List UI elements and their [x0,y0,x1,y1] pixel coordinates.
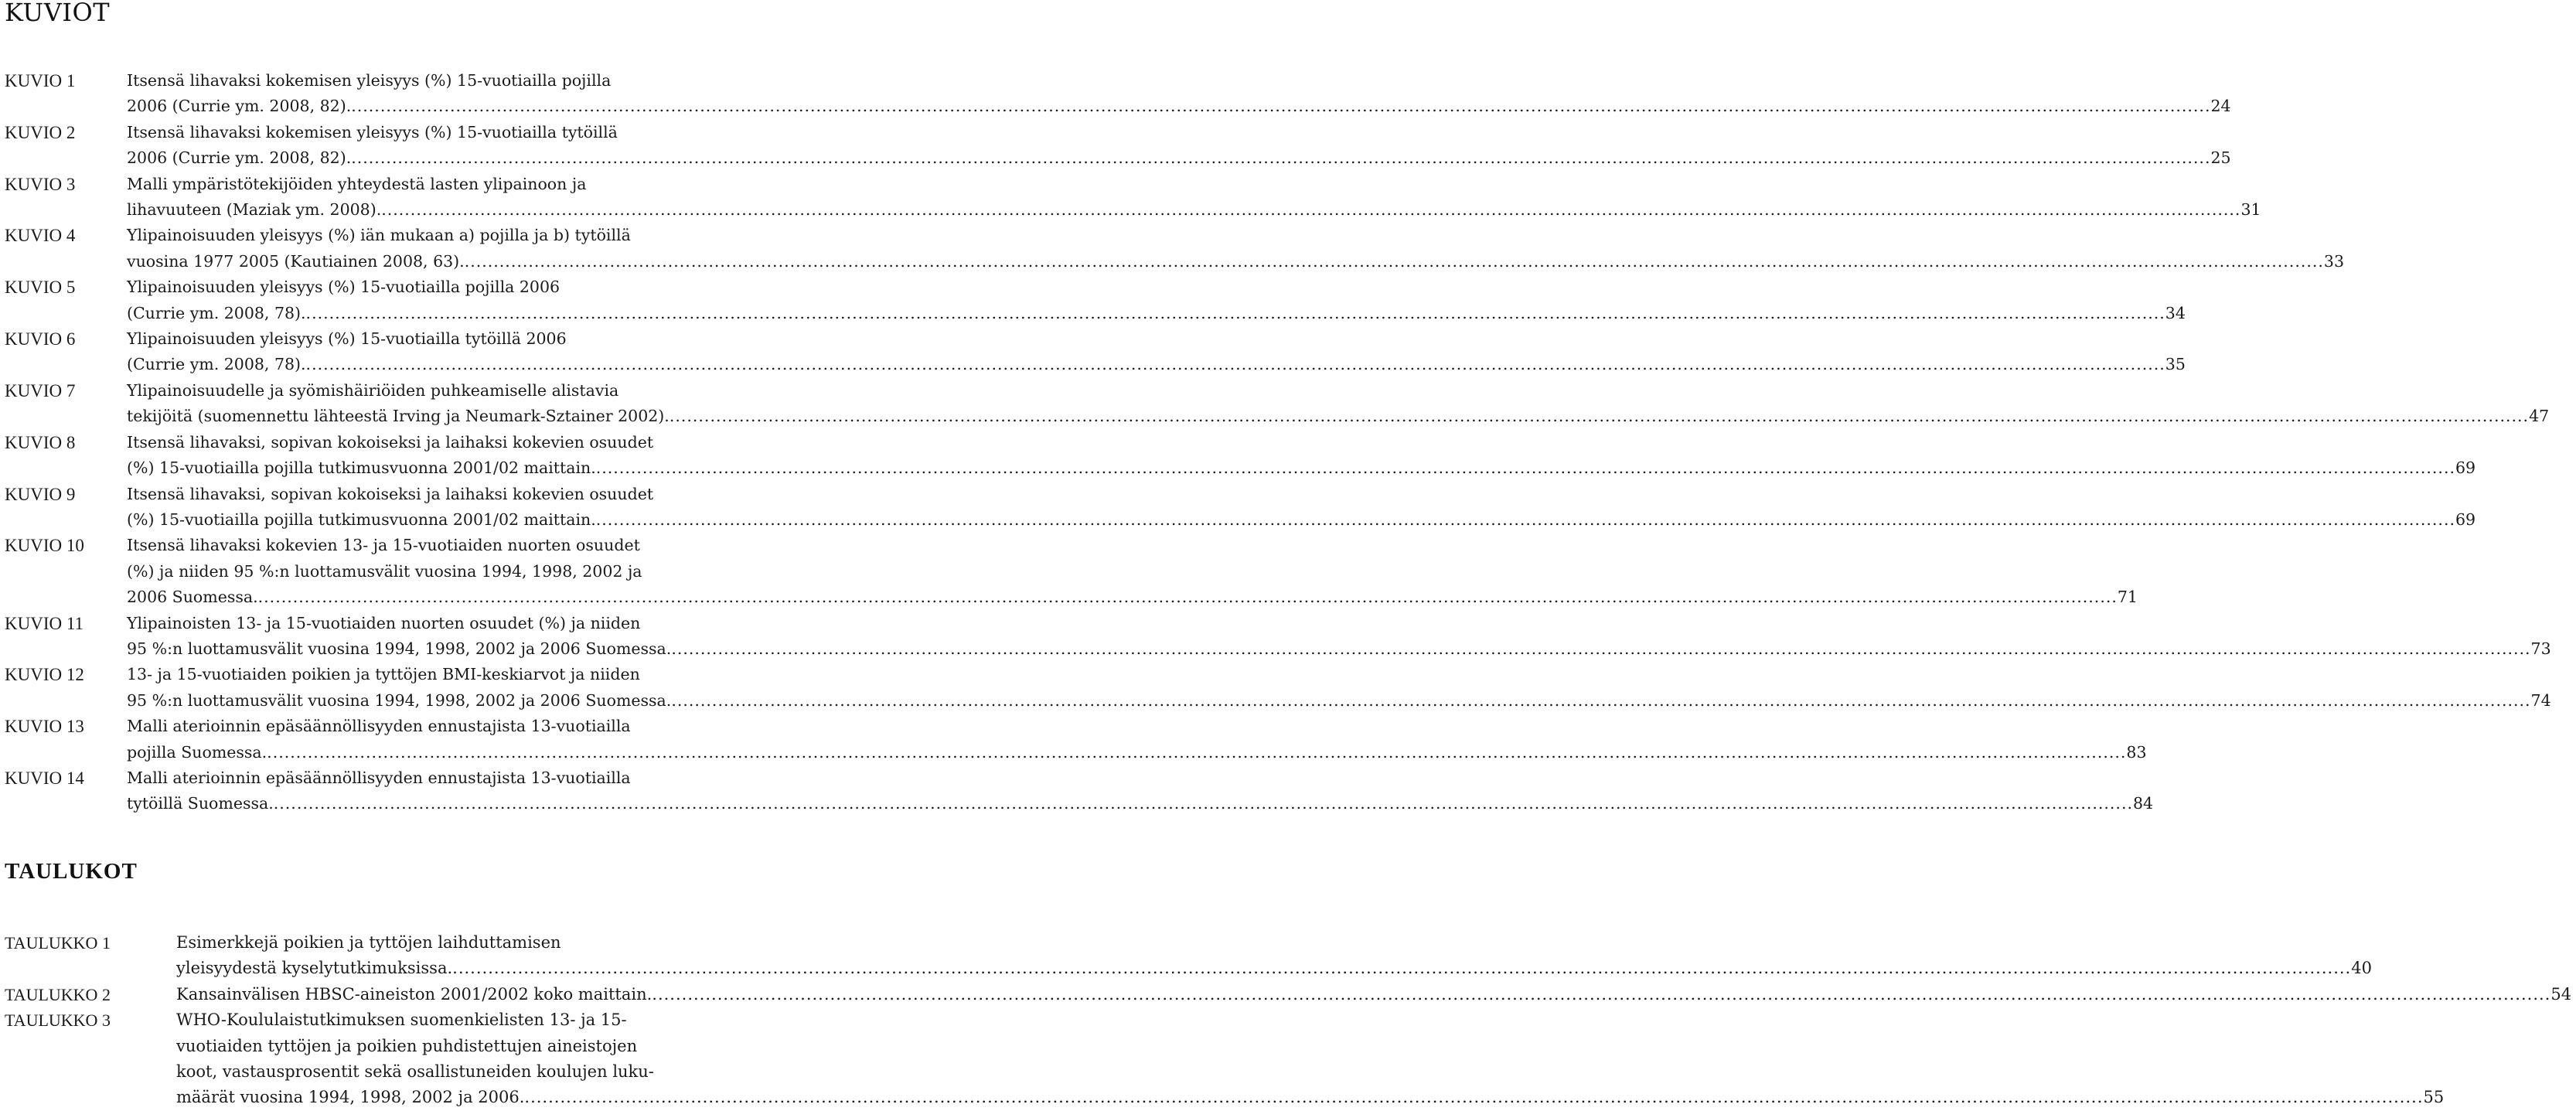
figure-caption-last-line [127,584,2138,610]
dot-leader [258,584,2118,610]
figure-caption [127,172,2266,223]
figure-label: KUVIO 7 [5,380,76,400]
figure-label: KUVIO 14 [5,768,84,788]
figure-caption-text: 2006 Suomessa. [127,588,258,607]
figure-entry[interactable] [0,68,2231,120]
table-label: TAULUKKO 1 [5,933,111,953]
figure-entry[interactable] [0,714,2147,765]
dot-leader [381,197,2240,223]
figure-caption [127,378,2554,430]
figure-label: KUVIO 6 [5,329,76,349]
figure-entry[interactable] [0,482,2476,533]
table-caption-text: määrät vuosina 1994, 1998, 2002 ja 2006. [176,1088,525,1107]
figure-caption-line: Itsensä lihavaksi, sopivan kokoiseksi ja laihaksi kokevien osuudet [127,484,654,503]
figure-caption [127,662,2556,714]
page-number[interactable]: 83 [2126,742,2147,762]
figure-caption [127,68,2236,120]
dot-leader [306,301,2165,326]
figure-caption [127,120,2236,172]
page-number[interactable]: 35 [2165,355,2186,374]
table-caption [176,930,2377,982]
figure-caption-last-line [127,352,2186,377]
dot-leader [274,791,2133,816]
figure-caption-line: Itsensä lihavaksi kokevien 13- ja 15-vuotiaiden nuorten osuudet [127,536,640,555]
page-number[interactable]: 69 [2455,509,2476,529]
figure-entry[interactable] [0,430,2476,482]
figure-caption-last-line [127,197,2261,223]
figure-caption-line: Ylipainoisten 13- ja 15-vuotiaiden nuorten osuudet (%) ja niiden [127,613,641,632]
dot-leader [351,94,2210,119]
dot-leader [306,352,2165,377]
figure-entry[interactable] [0,223,2345,274]
figure-label: KUVIO 8 [5,432,76,452]
figure-label: KUVIO 1 [5,71,76,90]
page-number[interactable]: 54 [2550,984,2572,1004]
figure-caption-text: lihavuuteen (Maziak ym. 2008). [127,200,382,220]
figure-caption-text: tytöillä Suomessa. [127,794,274,813]
figure-caption-line: Ylipainoisuudelle ja syömishäiriöiden puhkeamiselle alistavia [127,380,619,400]
figure-caption-text: tekijöitä (suomennettu lähteestä Irving ja Neumark-Sztainer 2002). [127,407,670,426]
dot-leader [351,145,2210,171]
section-heading-taulukot: TAULUKOT [5,859,138,884]
figure-caption [127,274,2190,326]
table-entry[interactable] [0,982,2572,1007]
dot-leader [671,688,2530,714]
page-number[interactable]: 47 [2529,407,2550,426]
figure-caption-last-line [127,301,2186,326]
figure-caption-last-line [127,455,2475,481]
figure-caption-last-line [127,94,2231,119]
dot-leader [452,956,2351,981]
table-caption-text: yleisyydestä kyselytutkimuksissa. [176,959,453,978]
page-number[interactable]: 55 [2423,1088,2445,1107]
dot-leader [596,507,2455,533]
figure-caption-text: vuosina 1977 2005 (Kautiainen 2008, 63). [127,251,465,271]
figure-caption-text: (%) 15-vuotiailla pojilla tutkimusvuonna 2001/02 maittain. [127,509,596,529]
table-caption-line: koot, vastausprosentit sekä osallistuneiden koulujen luku- [176,1062,654,1082]
figure-caption-line: Malli ympäristötekijöiden yhteydestä lasten ylipainoon ja [127,174,587,193]
figure-label: KUVIO 12 [5,665,84,685]
dot-leader [671,636,2530,662]
figure-caption-line: Ylipainoisuuden yleisyys (%) 15-vuotiailla pojilla 2006 [127,278,561,297]
page-number[interactable]: 69 [2455,458,2476,478]
figure-caption [127,430,2480,482]
figure-caption-line: (%) ja niiden 95 %:n luottamusvälit vuosina 1994, 1998, 2002 ja [127,561,642,581]
table-caption-line: Esimerkkejä poikien ja tyttöjen laihduttamisen [176,933,561,952]
dot-leader [524,1085,2423,1110]
figure-label: KUVIO 13 [5,717,84,737]
figure-caption [127,326,2190,378]
table-caption-line: WHO-Koululaistutkimuksen suomenkielisten 13- ja 15- [176,1010,627,1030]
figure-caption-text: 2006 (Currie ym. 2008, 82). [127,97,352,116]
figure-label: KUVIO 3 [5,174,76,194]
figure-caption-line: Malli aterioinnin epäsäännöllisyyden ennustajista 13-vuotiailla [127,717,631,736]
page-number[interactable]: 24 [2210,97,2231,116]
table-label: TAULUKKO 3 [5,1010,111,1031]
dot-leader [465,249,2324,274]
figure-caption [127,533,2142,610]
table-label: TAULUKKO 2 [5,984,111,1004]
figure-caption [127,714,2152,765]
section-heading-kuviot: KUVIOT [5,0,111,27]
page-number[interactable]: 33 [2323,251,2345,271]
figure-caption-text: 2006 (Currie ym. 2008, 82). [127,148,352,168]
page-number[interactable]: 73 [2530,639,2551,658]
table-caption-last-line [176,982,2571,1007]
figure-caption-text: pojilla Suomessa. [127,742,267,762]
dot-leader [670,404,2529,429]
dot-leader [652,982,2550,1007]
figure-caption-text: 95 %:n luottamusvälit vuosina 1994, 1998, 2002 ja 2006 Suomessa. [127,639,672,658]
figure-caption [127,765,2158,817]
figure-caption-last-line [127,791,2153,816]
figure-caption-line: Itsensä lihavaksi kokemisen yleisyys (%) 15-vuotiailla tytöillä [127,122,618,141]
figure-label: KUVIO 11 [5,613,83,633]
figure-caption-line: Itsensä lihavaksi, sopivan kokoiseksi ja laihaksi kokevien osuudet [127,432,654,452]
table-caption [176,1007,2448,1111]
figure-entry[interactable] [0,172,2261,223]
figure-caption-last-line [127,688,2551,714]
figure-caption-last-line [127,507,2475,533]
figure-caption-last-line [127,740,2147,765]
figure-caption-line: Ylipainoisuuden yleisyys (%) 15-vuotiailla tytöillä 2006 [127,329,567,349]
figure-entry[interactable] [0,765,2154,817]
figure-label: KUVIO 2 [5,122,76,142]
figure-caption-line: Malli aterioinnin epäsäännöllisyyden ennustajista 13-vuotiailla [127,768,631,787]
figure-caption-text: (%) 15-vuotiailla pojilla tutkimusvuonna 2001/02 maittain. [127,458,596,478]
figure-entry[interactable] [0,120,2231,172]
figure-caption [127,223,2349,274]
table-caption-last-line [176,1085,2444,1110]
figure-label: KUVIO 5 [5,278,76,298]
figure-caption-line: Ylipainoisuuden yleisyys (%) iän mukaan a) pojilla ja b) tytöillä [127,226,631,245]
figure-label: KUVIO 10 [5,536,84,556]
page-number[interactable]: 74 [2530,690,2551,710]
figure-list [0,68,2551,817]
figure-caption-text: 95 %:n luottamusvälit vuosina 1994, 1998, 2002 ja 2006 Suomessa. [127,690,672,710]
figure-caption-last-line [127,636,2551,662]
figure-caption [127,611,2556,663]
table-list [0,930,2572,1111]
table-entry[interactable] [0,930,2372,982]
figure-caption-last-line [127,249,2344,274]
figure-caption-line: Itsensä lihavaksi kokemisen yleisyys (%) 15-vuotiailla pojilla [127,71,612,90]
table-caption-line: vuotiaiden tyttöjen ja poikien puhdistettujen aineistojen [176,1036,638,1055]
figure-label: KUVIO 4 [5,226,76,246]
figure-caption [127,482,2480,533]
figure-caption-line: 13- ja 15-vuotiaiden poikien ja tyttöjen BMI-keskiarvot ja niiden [127,665,640,684]
figure-caption-text: (Currie ym. 2008, 78). [127,303,306,322]
page-number[interactable]: 34 [2165,303,2186,322]
figure-caption-text: (Currie ym. 2008, 78). [127,355,306,374]
figure-entry[interactable] [0,533,2138,610]
figure-entry[interactable] [0,274,2186,326]
page-number[interactable]: 84 [2132,794,2154,813]
table-caption-text: Kansainvälisen HBSC-aineiston 2001/2002 koko maittain. [176,984,653,1004]
figure-entry[interactable] [0,662,2551,714]
figure-label: KUVIO 9 [5,484,76,504]
dot-leader [267,740,2126,765]
page-number[interactable]: 40 [2351,959,2372,978]
figure-entry[interactable] [0,326,2186,378]
page-number[interactable]: 71 [2117,588,2138,607]
figure-entry[interactable] [0,611,2551,663]
table-caption [176,982,2576,1007]
figure-caption-last-line [127,145,2231,171]
dot-leader [596,455,2455,481]
page-number[interactable]: 31 [2240,200,2261,220]
figure-entry[interactable] [0,378,2550,430]
page-number[interactable]: 25 [2210,148,2231,168]
table-entry[interactable] [0,1007,2445,1111]
figure-caption-last-line [127,404,2549,429]
table-caption-last-line [176,956,2372,981]
